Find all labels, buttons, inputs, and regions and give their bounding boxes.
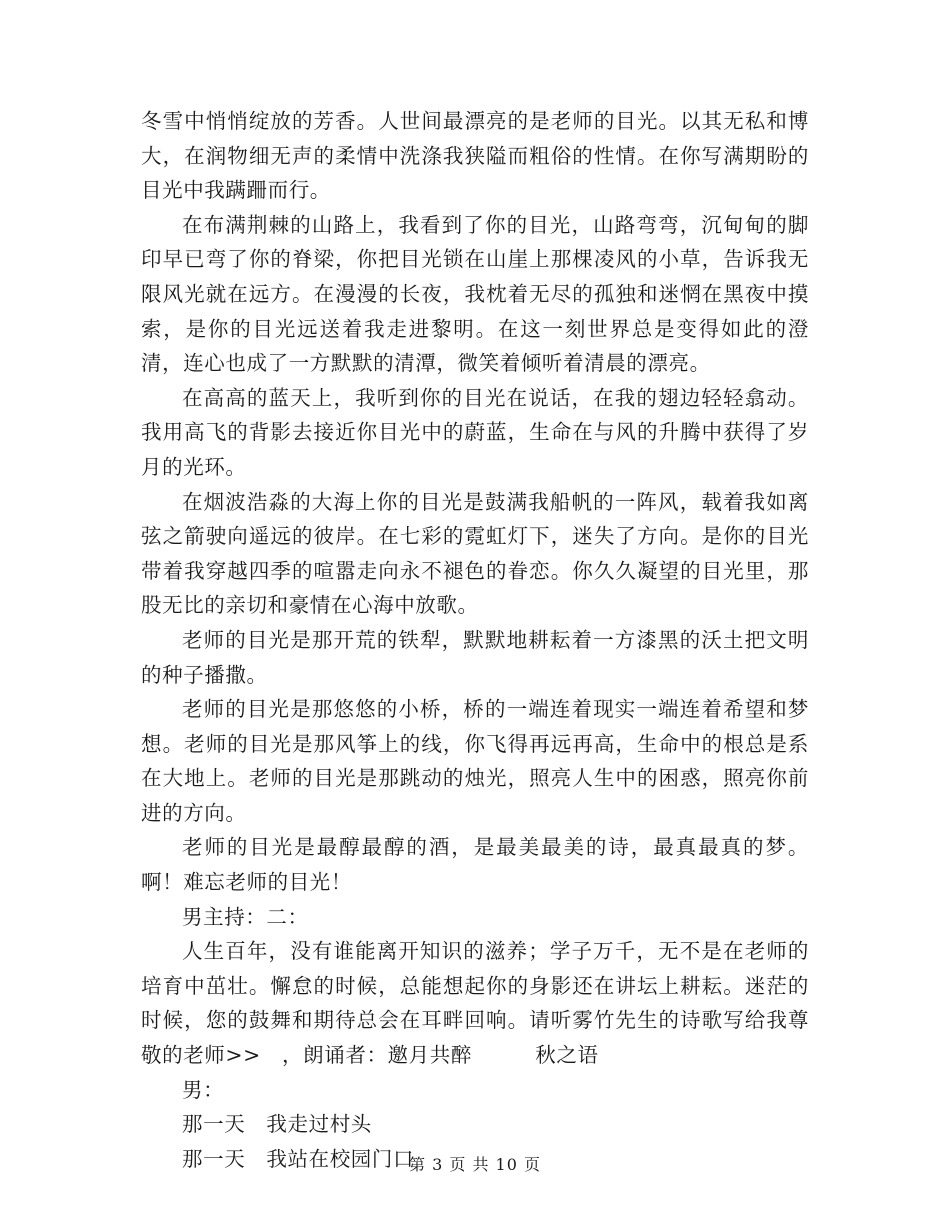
paragraph-9: 人生百年，没有谁能离开知识的滋养；学子万千，无不是在老师的培育中茁壮。懈怠的时候，总能想起你的身影还在讲坛上耕耘。迷茫的时候，您的鼓舞和期待总会在耳畔回响。请听雾竹先生的诗歌写给我尊敬的老师>> ，朗诵者：邀月共醉 秋之语 bbox=[141, 939, 809, 1068]
paragraph-4: 在烟波浩淼的大海上你的目光是鼓满我船帆的一阵风，载着我如离弦之箭驶向遥远的彼岸。在七彩的霓虹灯下，迷失了方向。是你的目光带着我穿越四季的喧嚣走向永不褪色的眷恋。你久久凝望的目光里，那股无比的亲切和豪情在心海中放歌。 bbox=[141, 489, 809, 618]
speaker-male: 男： bbox=[182, 1077, 225, 1102]
poem-line-2: 那一天 我站在校园门口 bbox=[182, 1146, 415, 1171]
page-footer: 第 3 页 共 10 页 bbox=[409, 1155, 541, 1174]
paragraph-2: 在布满荆棘的山路上，我看到了你的目光，山路弯弯，沉甸甸的脚印早已弯了你的脊梁，你把目光锁在山崖上那棵凌风的小草，告诉我无限风光就在远方。在漫漫的长夜，我枕着无尽的孤独和迷惘在黑夜中摸索，是你的目光远送着我走进黎明。在这一刻世界总是变得如此的澄清，连心也成了一方默默的清潭，微笑着倾听着清晨的漂亮。 bbox=[141, 212, 809, 376]
paragraph-1: 冬雪中悄悄绽放的芳香。人世间最漂亮的是老师的目光。以其无私和博大，在润物细无声的柔情中洗涤我狭隘而粗俗的性情。在你写满期盼的目光中我蹒跚而行。 bbox=[141, 109, 809, 203]
paragraph-5: 老师的目光是那开荒的铁犁，默默地耕耘着一方漆黑的沃土把文明的种子播撒。 bbox=[141, 627, 809, 687]
poem-line-1: 那一天 我走过村头 bbox=[182, 1112, 372, 1137]
speaker-line: 男主持：二： bbox=[182, 904, 309, 929]
paragraph-7: 老师的目光是最醇最醇的酒，是最美最美的诗，最真最真的梦。啊！难忘老师的目光！ bbox=[141, 835, 809, 895]
document-body bbox=[141, 104, 809, 1176]
paragraph-3: 在高高的蓝天上，我听到你的目光在说话，在我的翅边轻轻翕动。我用高飞的背影去接近你目光中的蔚蓝，生命在与风的升腾中获得了岁月的光环。 bbox=[141, 385, 809, 479]
paragraph-6: 老师的目光是那悠悠的小桥，桥的一端连着现实一端连着希望和梦想。老师的目光是那风筝上的线，你飞得再远再高，生命中的根总是系在大地上。老师的目光是那跳动的烛光，照亮人生中的困惑，照亮你前进的方向。 bbox=[141, 697, 809, 825]
